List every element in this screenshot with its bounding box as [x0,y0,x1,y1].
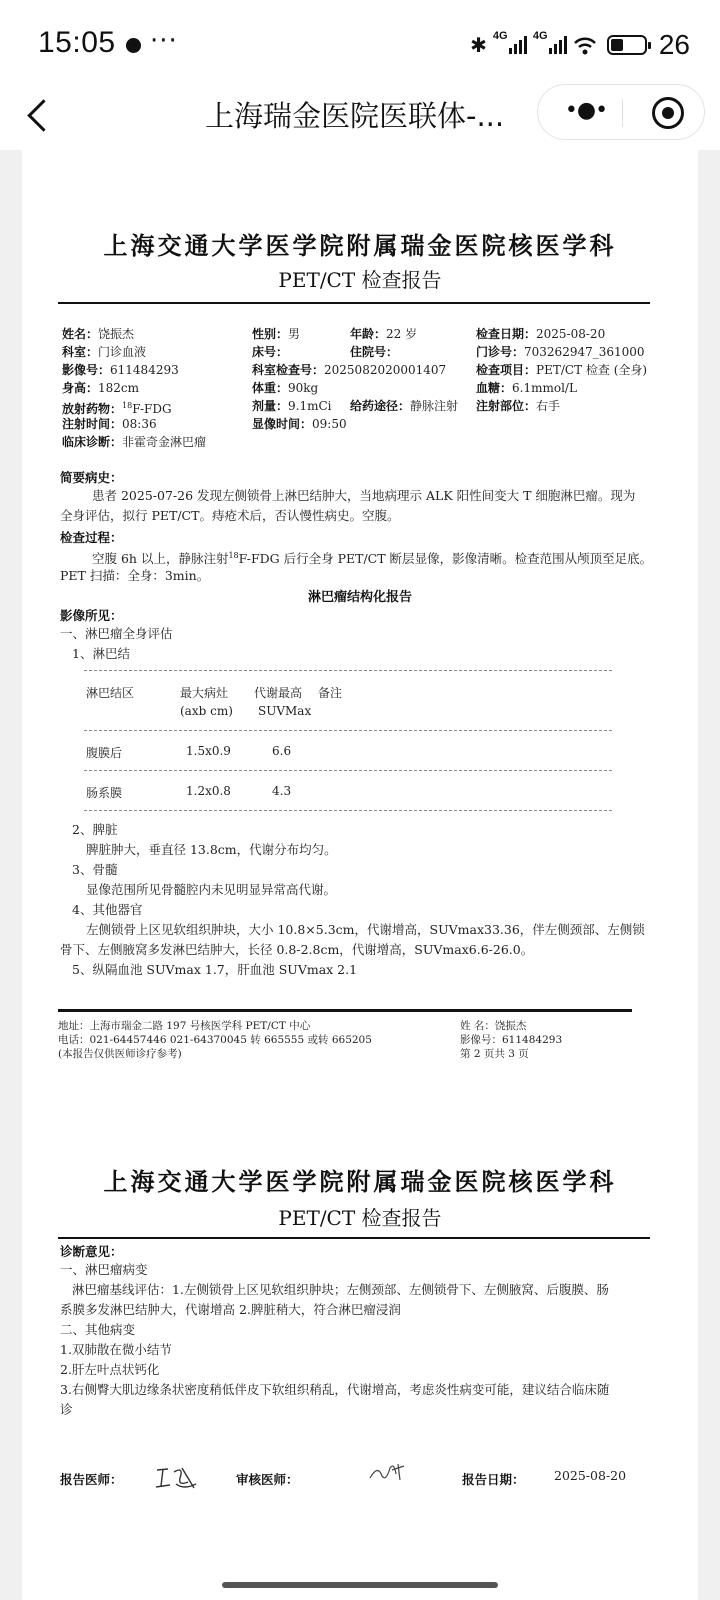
findings-subsection: 2、脾脏 [72,822,118,837]
room-exam-number: 科室检查号：2025082020001407 [252,363,447,377]
weight: 体重：90kg [252,381,319,395]
findings-section: 一、淋巴瘤全身评估 [60,626,173,641]
opinion-section: 二、其他病变 [60,1322,136,1337]
bluetooth-icon: ✱ [470,33,487,57]
more-options-button[interactable]: •●• [564,98,608,123]
table-header: 备注 [318,686,343,700]
opinion-section: 一、淋巴瘤病变 [60,1262,148,1277]
structured-report-heading: 淋巴瘤结构化报告 [307,590,412,605]
findings-subsection: 4、其他器官 [72,902,143,917]
patient-age: 年龄：22 岁 [350,327,418,341]
route: 给药途径：静脉注射 [350,399,459,413]
bed-number: 床号： [252,345,289,359]
battery-level: 26 [658,29,690,60]
blood-glucose: 血糖：6.1mmol/L [476,381,577,395]
footer-rule [58,1009,632,1012]
opinion-item: 2.肝左叶点状钙化 [60,1362,160,1377]
header-rule [58,1237,650,1239]
injection-site: 注射部位：右手 [476,399,561,413]
opinion-item: 诊 [60,1402,73,1417]
findings-subsection: 1、淋巴结 [72,646,130,661]
table-cell: 1.2x0.8 [186,784,231,798]
department: 科室：门诊血液 [62,345,147,359]
opinion-item: 3.右侧臀大肌边缘条状密度稍低伴皮下软组织稍乱，代谢增高，考虑炎性病变可能，建议结合临床随 [60,1382,610,1397]
title-bar [0,80,720,150]
table-divider [84,810,612,811]
table-header: 代谢最高 [254,686,303,700]
opinion-item: 1.双肺散在微小结节 [60,1342,172,1357]
hospital-name: 上海交通大学医学院附属瑞金医院核医学科 [103,231,617,260]
footer-note: (本报告仅供医师诊疗参考) [58,1048,182,1060]
process-line: PET 扫描：全身：3min。 [60,568,210,583]
history-heading: 简要病史： [60,470,123,485]
wifi-icon [573,35,597,55]
report-page [22,150,698,1600]
reviewer-signature-icon [368,1460,408,1486]
reporter-label: 报告医师： [60,1472,123,1487]
opinion-text: 系膜多发淋巴结肿大，代谢增高 2.脾脏稍大，符合淋巴瘤浸润 [60,1302,401,1317]
footer-phone: 电话：021-64457446 021-64370045 转 665555 或转 665205 [58,1034,372,1046]
page-title: 上海瑞金医院医联体-... [205,99,505,133]
findings-text: 显像范围所见骨髓腔内未见明显异常高代谢。 [86,882,337,897]
table-cell: 肠系膜 [86,786,123,800]
signal-icon-2: 4G [533,36,567,54]
report-date: 2025-08-20 [554,1468,627,1483]
patient-sex: 性别：男 [252,327,301,341]
process-line: 空腹 6h 以上，静脉注射$^{18}$F-FDG 后行全身 PET/CT 断层显像，影像清晰。检查范围从颅顶至足底。 [92,551,653,567]
outpatient-number: 门诊号：703262947_361000 [476,345,645,359]
footer-page-number: 第 2 页共 3 页 [460,1048,529,1060]
exam-item: 检查项目：PET/CT 检查 (全身) [476,363,648,377]
table-divider [84,670,612,671]
height: 身高：182cm [62,381,140,395]
report-title: PET/CT 检查报告 [278,268,442,292]
report-date-label: 报告日期： [462,1472,525,1487]
hospital-name: 上海交通大学医学院附属瑞金医院核医学科 [103,1167,617,1196]
table-divider [84,730,612,731]
mini-program-capsule [537,84,705,140]
report-title: PET/CT 检查报告 [278,1206,442,1230]
findings-text: 左侧锁骨上区见软组织肿块，大小 10.8×5.3cm，代谢增高，SUVmax33.36，伴左侧颈部、左侧锁 [86,922,645,937]
table-header: 最大病灶 [180,686,229,700]
reviewer-label: 审核医师： [236,1472,299,1487]
reporter-signature-icon [154,1462,198,1492]
table-header: SUVMax [258,704,312,718]
capsule-divider [622,99,623,127]
findings-subsection: 3、骨髓 [72,862,118,877]
table-cell: 腹膜后 [86,746,123,760]
findings-text: 脾脏肿大，垂直径 13.8cm，代谢分布均匀。 [86,842,337,857]
status-time: 15:05 [38,26,116,59]
history-line: 全身评估，拟行 PET/CT。痔疮术后，否认慢性病史。空腹。 [60,508,400,523]
findings-subsection: 5、纵隔血池 SUVmax 1.7，肝血池 SUVmax 2.1 [72,962,358,977]
table-cell: 1.5x0.9 [186,744,231,758]
table-header: (axb cm) [180,704,233,718]
header-rule [58,302,650,304]
radiopharmaceutical: 放射药物：$^{18}$F-FDG [62,401,172,416]
table-header: 淋巴结区 [86,686,135,700]
clinical-diagnosis: 临床诊断：非霍奇金淋巴瘤 [62,435,207,449]
scan-time: 显像时间：09:50 [252,417,347,431]
patient-name: 姓名：饶振杰 [62,327,135,341]
opinion-text: 淋巴瘤基线评估：1.左侧锁骨上区见软组织肿块；左侧颈部、左侧锁骨下、左侧腋窝、后腹膜、肠 [72,1282,609,1297]
back-button[interactable] [20,94,60,134]
injection-time: 注射时间：08:36 [62,417,157,431]
do-not-disturb-icon [126,38,141,53]
home-indicator[interactable] [222,1582,498,1588]
footer-image-number: 影像号：611484293 [460,1034,563,1046]
dose: 剂量：9.1mCi [252,399,332,413]
table-divider [84,770,612,771]
exam-date: 检查日期：2025-08-20 [476,327,606,341]
table-cell: 6.6 [272,744,292,758]
battery-icon [607,35,647,55]
inpatient-number: 住院号： [350,345,399,359]
opinion-heading: 诊断意见： [60,1244,123,1259]
table-cell: 4.3 [272,784,292,798]
more-notifications-icon: ··· [150,26,178,56]
document-viewer[interactable] [0,150,720,1600]
findings-text: 骨下、左侧腋窝多发淋巴结肿大，长径 0.8-2.8cm，代谢增高，SUVmax6.6-26.0。 [60,942,534,957]
history-line: 患者 2025-07-26 发现左侧锁骨上淋巴结肿大，当地病理示 ALK 阳性间变大 T 细胞淋巴瘤。现为 [92,488,636,503]
footer-address: 地址：上海市瑞金二路 197 号核医学科 PET/CT 中心 [58,1020,311,1032]
footer-name: 姓 名：饶振杰 [460,1020,527,1032]
signal-icon-1: 4G [493,36,527,54]
image-number: 影像号：611484293 [62,363,179,377]
process-heading: 检查过程： [60,530,123,545]
close-mini-program-button[interactable] [652,97,684,129]
status-bar [0,0,720,80]
status-icons [470,28,690,62]
findings-heading: 影像所见： [60,608,123,623]
